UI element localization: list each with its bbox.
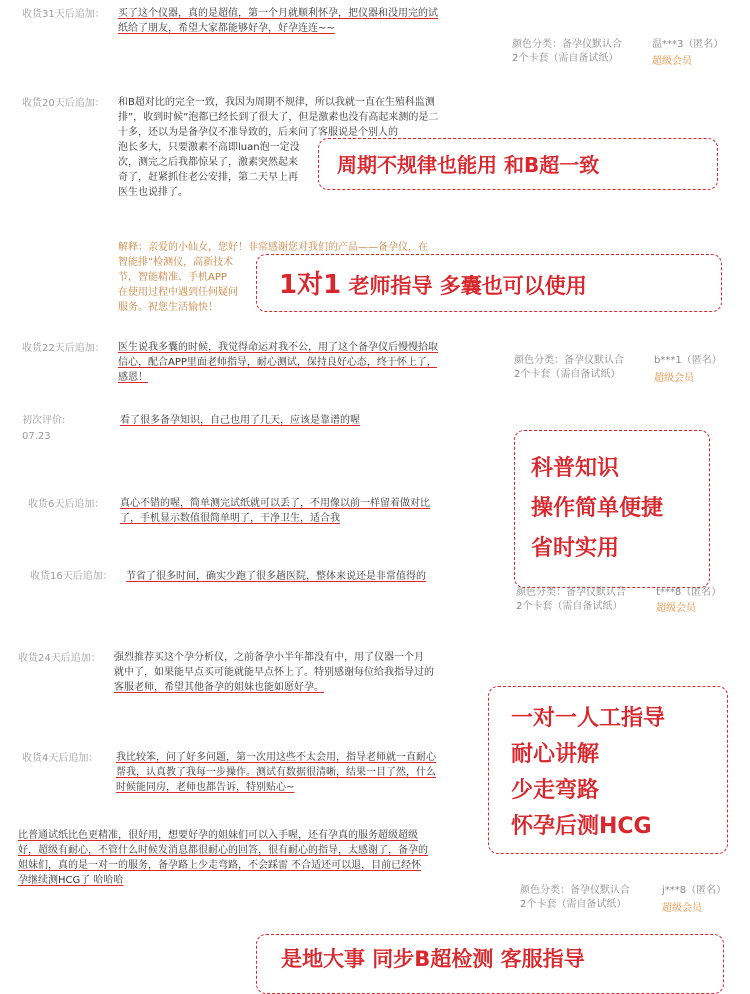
review-text: 和B超对比的完全一致，我因为周期不规律，所以我就一直在生殖科监测 排”，收到时候”泡都已经长到了很大了，但是激素也没有高起来测的是二 十多，还以为是备孕仪不准导致的，后来问了客服说是个别人的 泡长多大，只要激素不高即luan泡一定没 次，测完之后我都惊呆了，激素突然起来 奇了，赶紧抓住老公安排，第二天早上再 医生也说排了。 [118,97,439,198]
review-label: 收货20天后追加： [22,98,105,109]
reviewer-name: t***8（匿名） [656,587,722,598]
highlight-callout [256,254,722,312]
highlight-callout: 科普知识 操作简单便捷 省时实用 [514,430,710,588]
highlight-callout: 是地大事 同步B超检测 客服指导 [256,934,724,994]
callout-text: 老师指导 多囊也可以使用 [348,274,587,298]
member-badge: 超级会员 [656,603,696,614]
highlight-callout: 一对一人工指导 耐心讲解 少走弯路 怀孕后测HCG [488,686,728,854]
review-text: 节省了很多时间，确实少跑了很多趟医院，整体来说还是非常值得的 [126,571,426,582]
review-label: 收货31天后追加： [22,9,105,20]
member-badge: 超级会员 [654,373,694,384]
sku-info: 颜色分类：备孕仪默认合 2个卡套（需自备试纸） [520,885,630,910]
member-badge: 超级会员 [662,903,702,914]
sku-info: 颜色分类：备孕仪默认合 2个卡套（需自备试纸） [514,355,624,380]
review-label: 收货6天后追加： [28,499,105,510]
review-label: 收货16天后追加： [30,571,113,582]
review-text: 我比较笨，问了好多问题，第一次用这些不太会用，指导老师就一直耐心 帮我，认真教了我每一步操作。测试有数据很清晰，结果一目了然，什么 时候能同房，老师也都告诉，特别贴心~ [116,752,436,793]
sku-info: 颜色分类：备孕仪默认合 2个卡套（需自备试纸） [512,39,622,64]
callout-big-text: 1对1 [279,270,342,300]
member-badge: 超级会员 [652,56,692,67]
reviewer-name: b***1（匿名） [654,355,722,366]
review-text: 看了很多备孕知识，自己也用了几天，应该是靠谱的喔 [120,415,360,426]
review-label: 收货24天后追加： [18,653,101,664]
review-label: 初次评价: [22,415,66,426]
reviewer-name: j***8（匿名） [662,885,727,896]
seller-reply: 解释：亲爱的小仙女，您好！非常感谢您对我们的产品——备孕仪，在 智能排”检测仪，高新技术 节，智能精准、手机APP 在使用过程中遇到任何疑问 服务。祝您生活愉快！ [118,242,428,313]
review-text: 强烈推荐买这个孕分析仪，之前备孕小半年都没有中，用了仪器一个月 就中了，如果能早点买可能就能早点怀上了。特别感谢每位给我指导过的 客服老师，希望其他备孕的姐妹也能如愿好孕。 [114,652,434,693]
review-label: 收货4天后追加： [22,753,99,764]
review-text: 比普通试纸比色更精准，很好用，想要好孕的姐妹们可以入手喔，还有孕真的服务超级超级 好，超级有耐心，不管什么时候发消息都很耐心的回答，很有耐心的指导，太感谢了，备孕的 姐妹们，真的是一对一的服务，备孕路上少走弯路，不会踩雷 不合适还可以退，目前已经怀 孕继续测HCG了 哈哈哈 [18,830,428,886]
sku-info: 颜色分类：备孕仪默认合 2个卡套（需自备试纸） [516,587,626,612]
review-text: 医生说我多囊的时候，我觉得命运对我不公，用了这个备孕仪后慢慢拾取 信心，配合APP里面老师指导，耐心测试，保持良好心态，终于怀上了， 感恩！ [118,342,438,383]
review-text: 真心不错的喔，简单测完试纸就可以丢了，不用像以前一样留着做对比 了，手机显示数值很简单明了，干净卫生，适合我 [120,498,430,524]
review-label: 收货22天后追加： [22,343,105,354]
review-text: 买了这个仪器，真的是超值，第一个月就顺利怀孕，把仪器和没用完的试 纸给了朋友，希望大家都能够好孕，好孕连连~~ [118,8,438,34]
highlight-callout: 周期不规律也能用 和B超一致 [318,138,718,190]
review-date: 07.23 [22,431,51,442]
reviewer-name: 温***3（匿名） [652,39,724,50]
